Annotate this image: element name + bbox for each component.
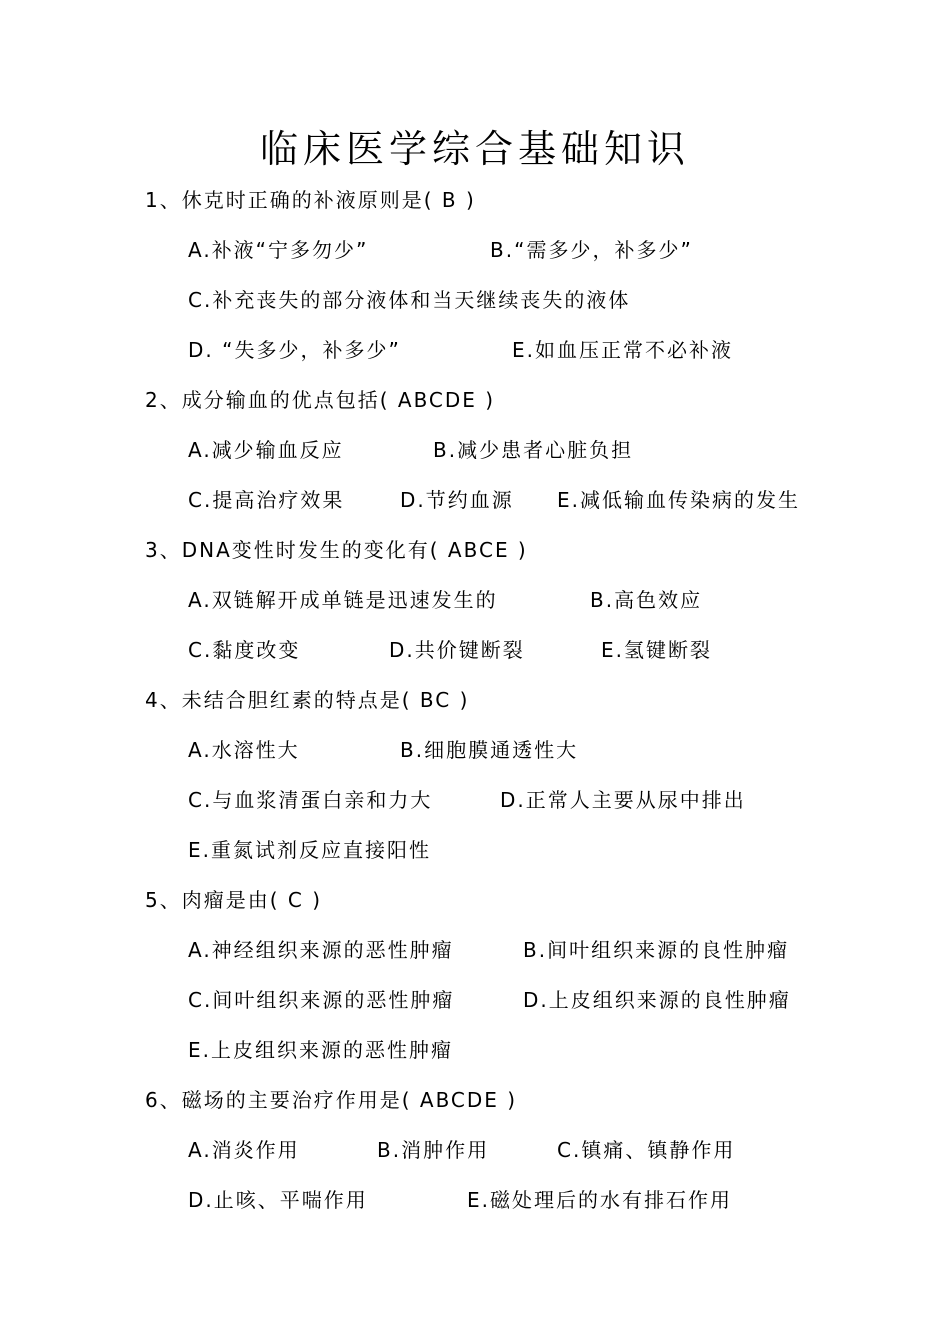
question-4-stem: 4、未结合胆红素的特点是( BC ) xyxy=(145,688,470,712)
question-5-stem: 5、肉瘤是由( C ) xyxy=(145,888,323,912)
question-6-stem: 6、磁场的主要治疗作用是( ABCDE ) xyxy=(145,1088,518,1112)
question-4-option-b: B.细胞膜通透性大 xyxy=(400,738,579,762)
question-1-option-c: C.补充丧失的部分液体和当天继续丧失的液体 xyxy=(188,288,631,312)
question-1-option-b: B.“需多少，补多少” xyxy=(490,238,693,262)
question-3-option-c: C.黏度改变 xyxy=(188,638,301,662)
question-5-option-e: E.上皮组织来源的恶性肿瘤 xyxy=(188,1038,453,1062)
question-4-option-d: D.正常人主要从尿中排出 xyxy=(500,788,746,812)
question-3-option-d: D.共价键断裂 xyxy=(389,638,525,662)
question-6-option-a: A.消炎作用 xyxy=(188,1138,300,1162)
question-5-option-c: C.间叶组织来源的恶性肿瘤 xyxy=(188,988,455,1012)
question-2-option-b: B.减少患者心脏负担 xyxy=(433,438,634,462)
question-1-option-e: E.如血压正常不必补液 xyxy=(512,338,733,362)
question-2-option-e: E.减低输血传染病的发生 xyxy=(557,488,800,512)
question-1-option-a: A.补液“宁多勿少” xyxy=(188,238,369,262)
question-6-option-c: C.镇痛、镇静作用 xyxy=(557,1138,736,1162)
question-4-option-a: A.水溶性大 xyxy=(188,738,300,762)
question-3-stem: 3、DNA变性时发生的变化有( ABCE ) xyxy=(145,538,528,562)
question-6-option-d: D.止咳、平喘作用 xyxy=(188,1188,368,1212)
question-4-option-e: E.重氮试剂反应直接阳性 xyxy=(188,838,431,862)
question-2-stem: 2、成分输血的优点包括( ABCDE ) xyxy=(145,388,496,412)
question-3-option-b: B.高色效应 xyxy=(590,588,703,612)
question-5-option-a: A.神经组织来源的恶性肿瘤 xyxy=(188,938,454,962)
page-title: 临床医学综合基础知识 xyxy=(259,127,690,171)
question-6-option-b: B.消肿作用 xyxy=(377,1138,490,1162)
question-3-option-e: E.氢键断裂 xyxy=(601,638,712,662)
question-2-option-a: A.减少输血反应 xyxy=(188,438,344,462)
question-4-option-c: C.与血浆清蛋白亲和力大 xyxy=(188,788,433,812)
question-2-option-d: D.节约血源 xyxy=(400,488,514,512)
question-3-option-a: A.双链解开成单链是迅速发生的 xyxy=(188,588,498,612)
question-1-option-d: D. “失多少，补多少” xyxy=(188,338,401,362)
question-2-option-c: C.提高治疗效果 xyxy=(188,488,345,512)
question-6-option-e: E.磁处理后的水有排石作用 xyxy=(467,1188,732,1212)
question-5-option-b: B.间叶组织来源的良性肿瘤 xyxy=(523,938,790,962)
question-1-stem: 1、休克时正确的补液原则是( B ) xyxy=(145,188,476,212)
question-5-option-d: D.上皮组织来源的良性肿瘤 xyxy=(523,988,791,1012)
